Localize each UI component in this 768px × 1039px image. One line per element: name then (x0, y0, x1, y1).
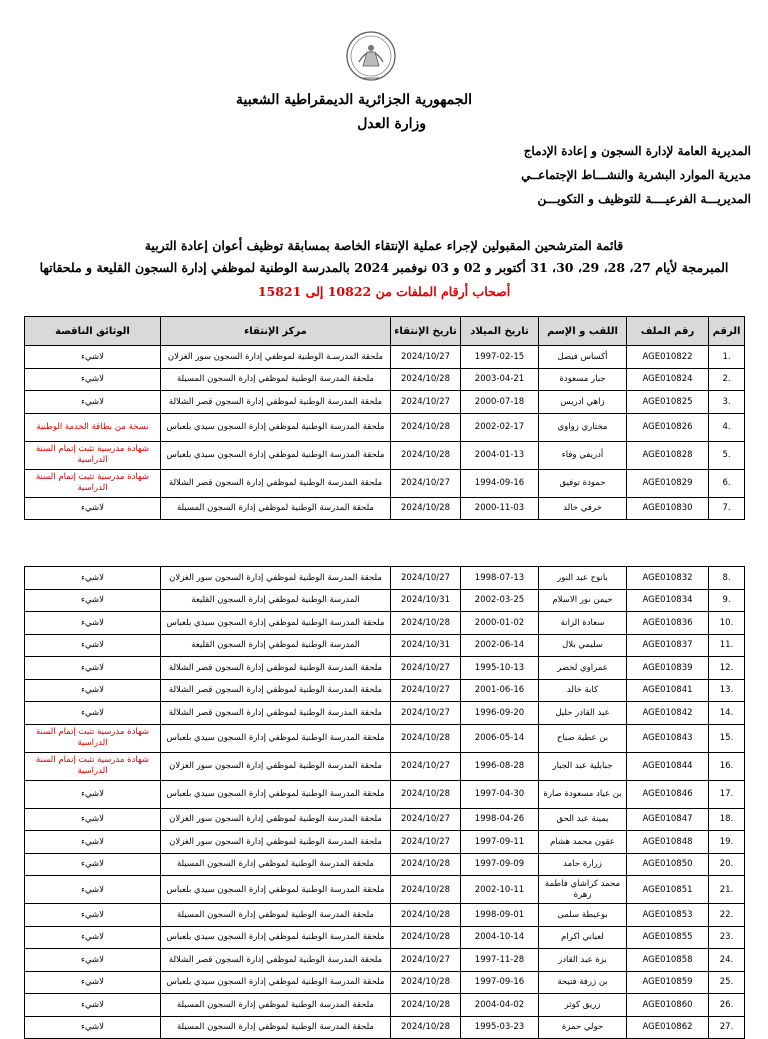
table-row (25, 808, 745, 831)
file-number: AGE010851 (627, 876, 709, 904)
birth-date: 2000-01-02 (461, 612, 539, 635)
birth-date: 1998-07-13 (461, 567, 539, 590)
file-number: AGE010843 (627, 724, 709, 752)
row-number: .4 (709, 413, 745, 441)
row-number: .11 (709, 634, 745, 657)
missing-documents: لاشيء (25, 368, 161, 391)
candidate-name: حولي حمزة (539, 1016, 627, 1039)
row-number: .26 (709, 994, 745, 1017)
selection-date: 2024/10/28 (391, 612, 461, 635)
file-number: AGE010846 (627, 780, 709, 808)
row-number: .5 (709, 441, 745, 469)
missing-documents: لاشيء (25, 949, 161, 972)
directorate-general: المديرية العامة لإدارة السجون و إعادة الإدماج (523, 144, 751, 158)
candidate-name: خرفي خالد (539, 497, 627, 520)
row-number: .6 (709, 469, 745, 497)
selection-date: 2024/10/27 (391, 679, 461, 702)
row-number: .1 (709, 346, 745, 369)
missing-documents: شهادة مدرسية تثبت إتمام السنة الدراسية (25, 752, 161, 780)
table-row (25, 724, 745, 752)
birth-date: 1997-02-15 (461, 346, 539, 369)
table-row (25, 346, 745, 369)
file-number: AGE010822 (627, 346, 709, 369)
table-row (25, 702, 745, 725)
candidate-name: لعباني اكرام (539, 926, 627, 949)
selection-date: 2024/10/27 (391, 567, 461, 590)
birth-date: 1995-03-23 (461, 1016, 539, 1039)
birth-date: 1998-04-26 (461, 808, 539, 831)
candidate-name: حيمن نور الاسلام (539, 589, 627, 612)
row-number: .15 (709, 724, 745, 752)
selection-date: 2024/10/28 (391, 904, 461, 927)
row-number: .8 (709, 567, 745, 590)
candidate-name: عقون محمد هشام (539, 831, 627, 854)
ministry-name: وزارة العدل (357, 116, 426, 132)
file-number: AGE010829 (627, 469, 709, 497)
table-row (25, 391, 745, 414)
candidate-name: أدريفي وفاء (539, 441, 627, 469)
selection-date: 2024/10/31 (391, 589, 461, 612)
selection-center: ملحقة المدرسة الوطنية لموظفي إدارة السجون قصر الشلالة (161, 949, 391, 972)
row-number: .16 (709, 752, 745, 780)
col-header-docs: الوثائق الناقصة (25, 317, 161, 346)
file-number: AGE010858 (627, 949, 709, 972)
selection-date: 2024/10/28 (391, 971, 461, 994)
selection-center: ملحقة المدرسة الوطنية لموظفي إدارة السجون المسيلة (161, 904, 391, 927)
file-number: AGE010832 (627, 567, 709, 590)
missing-documents: لاشيء (25, 971, 161, 994)
table-row (25, 589, 745, 612)
file-number: AGE010860 (627, 994, 709, 1017)
candidate-name: محمد كراشاي فاطمة زهرة (539, 876, 627, 904)
col-header-name: اللقب و الإسم (539, 317, 627, 346)
candidate-name: عبد القادر حليل (539, 702, 627, 725)
candidate-name: بن زرفة فتيحة (539, 971, 627, 994)
file-number: AGE010830 (627, 497, 709, 520)
birth-date: 2001-06-16 (461, 679, 539, 702)
document-subtitle: المبرمجة لأيام 27، 28، 29، 30، 31 أكتوبر و 02 و 03 نوفمبر 2024 بالمدرسة الوطنية لموظفي إدارة السجون القليعة و ملحقاتها (39, 260, 729, 275)
selection-date: 2024/10/27 (391, 752, 461, 780)
selection-center: ملحقة المدرسة الوطنية لموظفي إدارة السجون قصر الشلالة (161, 469, 391, 497)
birth-date: 1996-09-20 (461, 702, 539, 725)
selection-date: 2024/10/27 (391, 657, 461, 680)
birth-date: 2002-03-25 (461, 589, 539, 612)
birth-date: 1995-10-13 (461, 657, 539, 680)
missing-documents: لاشيء (25, 346, 161, 369)
selection-date: 2024/10/28 (391, 368, 461, 391)
missing-documents: لاشيء (25, 657, 161, 680)
row-number: .24 (709, 949, 745, 972)
file-number: AGE010836 (627, 612, 709, 635)
selection-center: ملحقة المدرسة الوطنية لموظفي إدارة السجون سيدي بلعباس (161, 971, 391, 994)
selection-date: 2024/10/27 (391, 391, 461, 414)
table-row (25, 368, 745, 391)
birth-date: 1994-09-16 (461, 469, 539, 497)
table-row (25, 497, 745, 520)
republic-name: الجمهورية الجزائرية الديمقراطية الشعبية (235, 92, 472, 108)
candidate-name: سليمي بلال (539, 634, 627, 657)
selection-date: 2024/10/28 (391, 853, 461, 876)
selection-center: ملحقة المدرسة الوطنية لموظفي إدارة السجون سيدي بلعباس (161, 876, 391, 904)
birth-date: 2006-05-14 (461, 724, 539, 752)
birth-date: 1997-09-11 (461, 831, 539, 854)
file-number: AGE010859 (627, 971, 709, 994)
missing-documents: لاشيء (25, 679, 161, 702)
file-number: AGE010848 (627, 831, 709, 854)
file-number: AGE010837 (627, 634, 709, 657)
row-number: .14 (709, 702, 745, 725)
selection-center: ملحقة المدرسة الوطنية لموظفي إدارة السجون قصر الشلالة (161, 391, 391, 414)
table-row (25, 780, 745, 808)
candidate-name: بن عطية صباح (539, 724, 627, 752)
table-row (25, 469, 745, 497)
missing-documents: لاشيء (25, 853, 161, 876)
missing-documents: لاشيء (25, 904, 161, 927)
selection-center: ملحقة المدرسة الوطنية لموظفي إدارة السجون سيدي بلعباس (161, 612, 391, 635)
birth-date: 1998-09-01 (461, 904, 539, 927)
birth-date: 2000-11-03 (461, 497, 539, 520)
candidate-name: سعادة الزانة (539, 612, 627, 635)
birth-date: 2003-04-21 (461, 368, 539, 391)
selection-date: 2024/10/27 (391, 346, 461, 369)
selection-center: ملحقة المدرسة الوطنية لموظفي إدارة السجون سيدي بلعباس (161, 441, 391, 469)
table-row (25, 904, 745, 927)
row-number: .2 (709, 368, 745, 391)
selection-center: ملحقة المدرسة الوطنية لموظفي إدارة السجون سيدي بلعباس (161, 780, 391, 808)
selection-date: 2024/10/27 (391, 702, 461, 725)
birth-date: 1997-04-30 (461, 780, 539, 808)
file-number: AGE010841 (627, 679, 709, 702)
candidate-name: بانوح عبد النور (539, 567, 627, 590)
candidate-name: يمينة عبد الحق (539, 808, 627, 831)
table-row (25, 971, 745, 994)
candidate-name: بزة عبد القادر (539, 949, 627, 972)
row-number: .12 (709, 657, 745, 680)
candidate-name: جبار مسعودة (539, 368, 627, 391)
table-row (25, 876, 745, 904)
missing-documents: شهادة مدرسية تثبت إتمام السنة الدراسية (25, 724, 161, 752)
missing-documents: لاشيء (25, 702, 161, 725)
file-number: AGE010826 (627, 413, 709, 441)
table-row (25, 441, 745, 469)
missing-documents: شهادة مدرسية تثبت إتمام السنة الدراسية (25, 469, 161, 497)
candidate-name: عمراوي لخضر (539, 657, 627, 680)
birth-date: 2002-10-11 (461, 876, 539, 904)
file-number: AGE010839 (627, 657, 709, 680)
row-number: .25 (709, 971, 745, 994)
birth-date: 2004-10-14 (461, 926, 539, 949)
selection-date: 2024/10/27 (391, 808, 461, 831)
file-number: AGE010862 (627, 1016, 709, 1039)
col-header-center: مركز الإنتقاء (161, 317, 391, 346)
table-row (25, 634, 745, 657)
file-number: AGE010825 (627, 391, 709, 414)
file-number: AGE010853 (627, 904, 709, 927)
selection-date: 2024/10/28 (391, 780, 461, 808)
missing-documents: لاشيء (25, 808, 161, 831)
file-number: AGE010828 (627, 441, 709, 469)
selection-center: ملحقة المدرسة الوطنية لموظفي إدارة السجون سور الغزلان (161, 567, 391, 590)
candidate-name: مختاري زواوي (539, 413, 627, 441)
missing-documents: لاشيء (25, 926, 161, 949)
directorate-hr: مديرية الموارد البشرية والنشـــاط الإجتماعــي (521, 168, 751, 182)
selection-center: المدرسة الوطنية لموظفي إدارة السجون القليعة (161, 589, 391, 612)
selection-center: المدرسة الوطنية لموظفي إدارة السجون القليعة (161, 634, 391, 657)
candidate-name: زرارة حامد (539, 853, 627, 876)
missing-documents: لاشيء (25, 780, 161, 808)
missing-documents: لاشيء (25, 876, 161, 904)
selection-date: 2024/10/28 (391, 497, 461, 520)
col-header-birth: تاريخ الميلاد (461, 317, 539, 346)
birth-date: 1997-11-28 (461, 949, 539, 972)
missing-documents: لاشيء (25, 612, 161, 635)
row-number: .19 (709, 831, 745, 854)
selection-date: 2024/10/31 (391, 634, 461, 657)
file-number: AGE010844 (627, 752, 709, 780)
birth-date: 2004-01-13 (461, 441, 539, 469)
missing-documents: لاشيء (25, 589, 161, 612)
missing-documents: لاشيء (25, 634, 161, 657)
selection-center: ملحقة المدرسة الوطنية لموظفي إدارة السجون سيدي بلعباس (161, 724, 391, 752)
col-header-number: الرقم (709, 317, 745, 346)
table-row (25, 567, 745, 590)
selection-date: 2024/10/28 (391, 724, 461, 752)
missing-documents: لاشيء (25, 1016, 161, 1039)
file-number: AGE010842 (627, 702, 709, 725)
missing-documents: شهادة مدرسية تثبت إتمام السنة الدراسية (25, 441, 161, 469)
sub-directorate: المديريـــة الفرعيــــة للتوظيف و التكويـــن (537, 192, 751, 206)
file-range: أصحاب أرقام الملفات من 10822 إلى 15821 (257, 284, 511, 299)
selection-center: ملحقة المدرسة الوطنية لموظفي إدارة السجون سيدي بلعباس (161, 926, 391, 949)
table-body-1 (25, 346, 745, 520)
row-number: .3 (709, 391, 745, 414)
algeria-emblem-icon (345, 28, 397, 90)
row-number: .27 (709, 1016, 745, 1039)
selection-date: 2024/10/27 (391, 949, 461, 972)
table-body-2 (25, 567, 745, 1039)
row-number: .21 (709, 876, 745, 904)
file-number: AGE010850 (627, 853, 709, 876)
file-number: AGE010834 (627, 589, 709, 612)
file-number: AGE010847 (627, 808, 709, 831)
birth-date: 2002-02-17 (461, 413, 539, 441)
selection-center: ملحقة المدرسة الوطنية لموظفي إدارة السجون المسيلة (161, 1016, 391, 1039)
candidate-name: زاهي ادريس (539, 391, 627, 414)
missing-documents: لاشيء (25, 391, 161, 414)
selection-date: 2024/10/28 (391, 876, 461, 904)
row-number: .17 (709, 780, 745, 808)
candidate-name: جبابلية عبد الجبار (539, 752, 627, 780)
row-number: .9 (709, 589, 745, 612)
selection-center: ملحقة المدرسة الوطنية لموظفي إدارة السجون سور الغزلان (161, 808, 391, 831)
birth-date: 1997-09-16 (461, 971, 539, 994)
table-row (25, 612, 745, 635)
birth-date: 2002-06-14 (461, 634, 539, 657)
missing-documents: لاشيء (25, 994, 161, 1017)
selection-date: 2024/10/27 (391, 831, 461, 854)
selection-center: ملحقة المدرسة الوطنية لموظفي إدارة السجون المسيلة (161, 994, 391, 1017)
birth-date: 1996-08-28 (461, 752, 539, 780)
table-row (25, 831, 745, 854)
selection-date: 2024/10/28 (391, 994, 461, 1017)
selection-center: ملحقة المدرسة الوطنية لموظفي إدارة السجون سيدي بلعباس (161, 413, 391, 441)
birth-date: 2004-04-02 (461, 994, 539, 1017)
col-header-file: رقم الملف (627, 317, 709, 346)
row-number: .7 (709, 497, 745, 520)
selection-center: ملحقة المدرسة الوطنية لموظفي إدارة السجون المسيلة (161, 497, 391, 520)
selection-date: 2024/10/28 (391, 926, 461, 949)
row-number: .13 (709, 679, 745, 702)
candidates-table-1 (24, 316, 745, 520)
selection-center: ملحقة المدرسة الوطنية لموظفي إدارة السجون سور الغزلان (161, 831, 391, 854)
candidate-name: زريق كوثر (539, 994, 627, 1017)
file-number: AGE010824 (627, 368, 709, 391)
missing-documents: لاشيء (25, 567, 161, 590)
selection-center: ملحقة المدرسة الوطنية لموظفي إدارة السجون المسيلة (161, 853, 391, 876)
table-row (25, 1016, 745, 1039)
missing-documents: لاشيء (25, 831, 161, 854)
candidate-name: حمودة توفيق (539, 469, 627, 497)
selection-date: 2024/10/28 (391, 1016, 461, 1039)
table-row (25, 657, 745, 680)
birth-date: 2000-07-18 (461, 391, 539, 414)
selection-center: ملحقة المدرسة الوطنية لموظفي إدارة السجون المسيلة (161, 368, 391, 391)
selection-center: ملحقة المدرسة الوطنية لموظفي إدارة السجون سور الغزلان (161, 752, 391, 780)
table-row (25, 413, 745, 441)
document-title: قائمة المترشحين المقبولين لإجراء عملية الإنتقاء الخاصة بمسابقة توظيف أعوان إعادة التربية (144, 238, 624, 253)
table-header-row (25, 317, 745, 346)
candidate-name: بوعيطة سلمى (539, 904, 627, 927)
selection-center: ملحقة المدرسة الوطنية لموظفي إدارة السجون قصر الشلالة (161, 702, 391, 725)
table-row (25, 994, 745, 1017)
missing-documents: نسخة من بطاقة الخدمة الوطنية (25, 413, 161, 441)
row-number: .18 (709, 808, 745, 831)
candidate-name: أكساس فيصل (539, 346, 627, 369)
selection-center: ملحقة المدرسة الوطنية لموظفي إدارة السجون قصر الشلالة (161, 679, 391, 702)
table-row (25, 853, 745, 876)
row-number: .20 (709, 853, 745, 876)
candidate-name: كابة خالد (539, 679, 627, 702)
selection-center: ملحقة المدرسـة الوطنية لموظفي إدارة السجون سور الغزلان (161, 346, 391, 369)
row-number: .23 (709, 926, 745, 949)
selection-center: ملحقة المدرسة الوطنية لموظفي إدارة السجون قصر الشلالة (161, 657, 391, 680)
birth-date: 1997-09-09 (461, 853, 539, 876)
candidates-table-2 (24, 566, 745, 1039)
table-row (25, 752, 745, 780)
table-row (25, 949, 745, 972)
selection-date: 2024/10/27 (391, 469, 461, 497)
row-number: .22 (709, 904, 745, 927)
table-row (25, 926, 745, 949)
selection-date: 2024/10/28 (391, 441, 461, 469)
row-number: .10 (709, 612, 745, 635)
table-row (25, 679, 745, 702)
selection-date: 2024/10/28 (391, 413, 461, 441)
file-number: AGE010855 (627, 926, 709, 949)
candidate-name: بن عياد مسعودة صارة (539, 780, 627, 808)
missing-documents: لاشيء (25, 497, 161, 520)
col-header-date: تاريخ الإنتقاء (391, 317, 461, 346)
